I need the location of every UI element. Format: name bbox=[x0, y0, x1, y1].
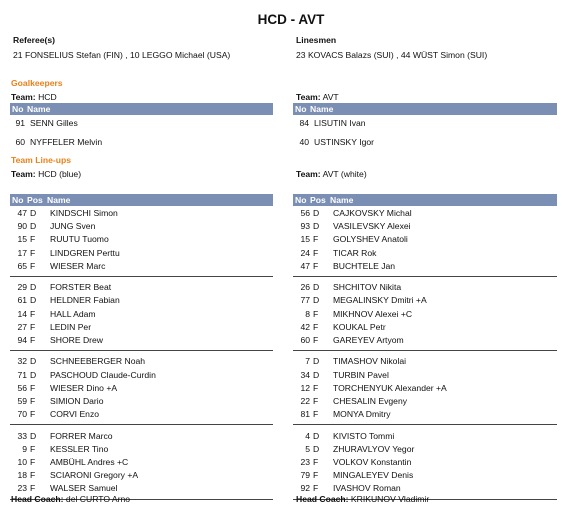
away-head-coach: Head Coach: KRIKUNOV Vladimir bbox=[296, 494, 430, 504]
lineup-row bbox=[12, 220, 271, 233]
player-name: SCHNEEBERGER Noah bbox=[50, 356, 146, 367]
player-number: 71 bbox=[17, 369, 27, 380]
player-number: 23 bbox=[17, 483, 27, 494]
player-name: SHCHITOV Nikita bbox=[333, 282, 402, 293]
player-position: D bbox=[313, 221, 320, 232]
linesmen-value: 23 KOVACS Balazs (SUI) , 44 WÜST Simon (SUI) bbox=[296, 50, 488, 60]
player-name: MEGALINSKY Dmitri +A bbox=[333, 295, 427, 306]
player-number: 15 bbox=[300, 234, 310, 245]
player-number: 70 bbox=[17, 409, 27, 420]
player-number: 29 bbox=[17, 282, 27, 293]
player-position: D bbox=[313, 208, 320, 218]
player-name: JUNG Sven bbox=[50, 221, 96, 232]
lineup-row bbox=[295, 382, 555, 395]
player-number: 7 bbox=[305, 356, 310, 367]
player-number: 22 bbox=[300, 396, 310, 406]
player-number: 94 bbox=[17, 335, 27, 345]
col-no: No bbox=[295, 104, 307, 114]
player-number: 92 bbox=[300, 483, 310, 494]
player-name: IVASHOV Roman bbox=[333, 483, 401, 494]
player-number: 59 bbox=[17, 396, 27, 406]
player-position: D bbox=[30, 208, 37, 218]
player-position: F bbox=[313, 247, 319, 258]
player-position: D bbox=[30, 221, 37, 232]
player-position: D bbox=[313, 443, 320, 454]
player-number: 90 bbox=[17, 221, 27, 232]
gk-away-team: Team: AVT bbox=[296, 92, 339, 102]
player-position: F bbox=[313, 234, 319, 245]
lineup-row bbox=[295, 233, 555, 246]
lineup-row bbox=[12, 321, 271, 334]
player-name: CAJKOVSKY Michal bbox=[333, 208, 412, 218]
player-number: 40 bbox=[299, 137, 309, 147]
player-position: D bbox=[313, 282, 320, 293]
player-position: D bbox=[30, 295, 37, 306]
player-number: 79 bbox=[300, 470, 310, 481]
player-position: F bbox=[30, 457, 36, 467]
lineup-row bbox=[295, 443, 555, 456]
player-position: D bbox=[30, 356, 37, 367]
lineup-row bbox=[295, 281, 555, 294]
player-number: 8 bbox=[305, 308, 310, 319]
player-number: 9 bbox=[22, 443, 27, 454]
lineup-row bbox=[12, 469, 271, 482]
player-position: F bbox=[313, 470, 319, 481]
line-divider bbox=[293, 424, 557, 425]
lineup-away-header bbox=[293, 194, 557, 206]
player-name: KOUKAL Petr bbox=[333, 321, 386, 332]
player-number: 24 bbox=[300, 247, 310, 258]
player-name: TIMASHOV Nikolai bbox=[333, 356, 407, 367]
goalkeeper-row bbox=[294, 117, 554, 130]
player-position: D bbox=[30, 282, 37, 293]
player-position: F bbox=[30, 247, 36, 258]
lineup-row bbox=[295, 294, 555, 307]
line-divider bbox=[293, 350, 557, 351]
player-position: F bbox=[313, 483, 319, 494]
player-position: F bbox=[30, 483, 36, 494]
player-number: 81 bbox=[300, 409, 310, 420]
player-name: PASCHOUD Claude-Curdin bbox=[50, 369, 156, 380]
col-no: No bbox=[295, 195, 307, 205]
player-name: USTINSKY Igor bbox=[314, 137, 375, 147]
player-number: 17 bbox=[17, 247, 27, 258]
col-no: No bbox=[12, 104, 24, 114]
player-number: 60 bbox=[15, 137, 25, 147]
player-name: CHESALIN Evgeny bbox=[333, 396, 408, 406]
player-number: 14 bbox=[17, 308, 27, 319]
player-position: F bbox=[30, 470, 36, 481]
player-name: KIVISTO Tommi bbox=[333, 430, 395, 441]
player-number: 32 bbox=[17, 356, 27, 367]
player-name: WIESER Marc bbox=[50, 260, 106, 271]
lineup-row bbox=[12, 430, 271, 443]
player-position: F bbox=[313, 409, 319, 420]
player-number: 10 bbox=[17, 457, 27, 467]
player-position: F bbox=[30, 396, 36, 406]
lineup-row bbox=[295, 220, 555, 233]
lineups-section-title: Team Line-ups bbox=[11, 155, 72, 165]
player-position: F bbox=[313, 396, 319, 406]
goalkeeper-row bbox=[294, 136, 554, 149]
player-position: F bbox=[313, 382, 319, 393]
lineup-row bbox=[295, 260, 555, 273]
lineup-home-team: Team: HCD (blue) bbox=[11, 169, 82, 179]
player-position: F bbox=[30, 335, 36, 345]
player-number: 65 bbox=[17, 260, 27, 271]
player-number: 56 bbox=[17, 382, 27, 393]
player-position: F bbox=[313, 321, 319, 332]
player-position: D bbox=[30, 430, 37, 441]
col-pos: Pos bbox=[310, 195, 326, 205]
player-name: LISUTIN Ivan bbox=[314, 118, 366, 128]
player-position: F bbox=[30, 308, 36, 319]
player-name: FORSTER Beat bbox=[50, 282, 112, 293]
player-name: MONYA Dmitry bbox=[333, 409, 391, 420]
linesmen-label: Linesmen bbox=[296, 35, 337, 45]
lineup-row bbox=[295, 247, 555, 260]
lineup-row bbox=[12, 334, 271, 347]
lineup-row bbox=[12, 207, 271, 220]
player-number: 47 bbox=[17, 208, 27, 218]
lineup-row bbox=[12, 247, 271, 260]
player-name: TICAR Rok bbox=[333, 247, 377, 258]
referees-value: 21 FONSELIUS Stefan (FIN) , 10 LEGGO Michael (USA) bbox=[13, 50, 231, 60]
lineup-row bbox=[295, 456, 555, 469]
player-number: 77 bbox=[300, 295, 310, 306]
player-name: ZHURAVLYOV Yegor bbox=[333, 443, 415, 454]
col-name: Name bbox=[27, 104, 51, 114]
player-name: GOLYSHEV Anatoli bbox=[333, 234, 408, 245]
player-position: F bbox=[30, 321, 36, 332]
player-number: 84 bbox=[299, 118, 309, 128]
lineup-away-team: Team: AVT (white) bbox=[296, 169, 367, 179]
player-number: 27 bbox=[17, 321, 27, 332]
player-name: VASILEVSKY Alexei bbox=[333, 221, 411, 232]
player-position: F bbox=[313, 335, 319, 345]
player-number: 33 bbox=[17, 430, 27, 441]
page-title: HCD - AVT bbox=[257, 12, 325, 27]
player-name: GAREYEV Artyom bbox=[333, 335, 404, 345]
player-name: BUCHTELE Jan bbox=[333, 260, 396, 271]
lineup-row bbox=[295, 321, 555, 334]
player-position: F bbox=[30, 409, 36, 420]
player-position: D bbox=[313, 295, 320, 306]
referees-label: Referee(s) bbox=[13, 35, 56, 45]
lineup-row bbox=[12, 408, 271, 421]
player-position: F bbox=[30, 443, 36, 454]
player-name: SENN Gilles bbox=[30, 118, 78, 128]
col-pos: Pos bbox=[27, 195, 43, 205]
player-number: 15 bbox=[17, 234, 27, 245]
player-position: F bbox=[313, 457, 319, 467]
player-name: SHORE Drew bbox=[50, 335, 104, 345]
player-number: 18 bbox=[17, 470, 27, 481]
player-position: D bbox=[30, 369, 37, 380]
player-name: MINGALEYEV Denis bbox=[333, 470, 414, 481]
player-number: 93 bbox=[300, 221, 310, 232]
player-name: HELDNER Fabian bbox=[50, 295, 120, 306]
player-position: F bbox=[313, 260, 319, 271]
gk-home-team: Team: HCD bbox=[11, 92, 57, 102]
player-name: WIESER Dino +A bbox=[50, 382, 118, 393]
player-name: CORVI Enzo bbox=[50, 409, 100, 420]
player-position: D bbox=[313, 430, 320, 441]
player-number: 42 bbox=[300, 321, 310, 332]
player-name: HALL Adam bbox=[50, 308, 96, 319]
player-position: F bbox=[313, 308, 319, 319]
lineup-row bbox=[12, 308, 271, 321]
col-name: Name bbox=[310, 104, 334, 114]
lineup-row bbox=[12, 260, 271, 273]
goalkeepers-section-title: Goalkeepers bbox=[11, 78, 63, 88]
col-no: No bbox=[12, 195, 24, 205]
player-name: KINDSCHI Simon bbox=[50, 208, 118, 218]
player-name: SIMION Dario bbox=[50, 396, 104, 406]
player-name: WALSER Samuel bbox=[50, 483, 118, 494]
line-divider bbox=[10, 350, 273, 351]
player-number: 61 bbox=[17, 295, 27, 306]
lineup-row bbox=[295, 430, 555, 443]
lineup-row bbox=[295, 395, 555, 408]
col-name: Name bbox=[47, 195, 71, 205]
lineup-row bbox=[295, 308, 555, 321]
player-name: LEDIN Per bbox=[50, 321, 92, 332]
player-number: 56 bbox=[300, 208, 310, 218]
gk-away-header bbox=[293, 103, 557, 115]
player-number: 4 bbox=[305, 430, 310, 441]
goalkeeper-row bbox=[10, 117, 270, 130]
lineup-row bbox=[12, 443, 271, 456]
line-divider bbox=[293, 276, 557, 277]
player-name: SCIARONI Gregory +A bbox=[50, 470, 139, 481]
player-position: D bbox=[313, 369, 320, 380]
home-head-coach: Head Coach: del CURTO Arno bbox=[11, 494, 131, 504]
lineup-row bbox=[12, 456, 271, 469]
player-name: RUUTU Tuomo bbox=[50, 234, 109, 245]
lineup-row bbox=[12, 233, 271, 246]
player-position: F bbox=[30, 234, 36, 245]
lineup-row bbox=[295, 469, 555, 482]
lineup-row bbox=[295, 369, 555, 382]
player-position: F bbox=[30, 260, 36, 271]
line-divider bbox=[10, 424, 273, 425]
player-number: 12 bbox=[300, 382, 310, 393]
player-name: TURBIN Pavel bbox=[333, 369, 389, 380]
lineup-row bbox=[12, 355, 271, 368]
line-divider bbox=[10, 276, 273, 277]
player-number: 26 bbox=[300, 282, 310, 293]
lineup-row bbox=[12, 369, 271, 382]
lineup-home-header bbox=[10, 194, 273, 206]
player-number: 60 bbox=[300, 335, 310, 345]
lineup-row bbox=[295, 207, 555, 220]
player-name: VOLKOV Konstantin bbox=[333, 457, 412, 467]
player-name: FORRER Marco bbox=[50, 430, 113, 441]
lineup-row bbox=[295, 355, 555, 368]
player-number: 5 bbox=[305, 443, 310, 454]
player-name: MIKHNOV Alexei +C bbox=[333, 308, 413, 319]
player-number: 34 bbox=[300, 369, 310, 380]
col-name: Name bbox=[330, 195, 354, 205]
player-name: NYFFELER Melvin bbox=[30, 137, 103, 147]
player-name: AMBÜHL Andres +C bbox=[50, 457, 129, 467]
lineup-row bbox=[12, 281, 271, 294]
player-name: TORCHENYUK Alexander +A bbox=[333, 382, 447, 393]
player-position: D bbox=[313, 356, 320, 367]
lineup-row bbox=[12, 294, 271, 307]
lineup-row bbox=[12, 382, 271, 395]
gk-home-header bbox=[10, 103, 273, 115]
player-name: KESSLER Tino bbox=[50, 443, 109, 454]
player-number: 91 bbox=[15, 118, 25, 128]
lineup-row bbox=[12, 395, 271, 408]
player-number: 47 bbox=[300, 260, 310, 271]
lineup-row bbox=[295, 408, 555, 421]
player-position: F bbox=[30, 382, 36, 393]
player-number: 23 bbox=[300, 457, 310, 467]
goalkeeper-row bbox=[10, 136, 270, 149]
player-name: LINDGREN Perttu bbox=[50, 247, 120, 258]
lineup-row bbox=[295, 334, 555, 347]
